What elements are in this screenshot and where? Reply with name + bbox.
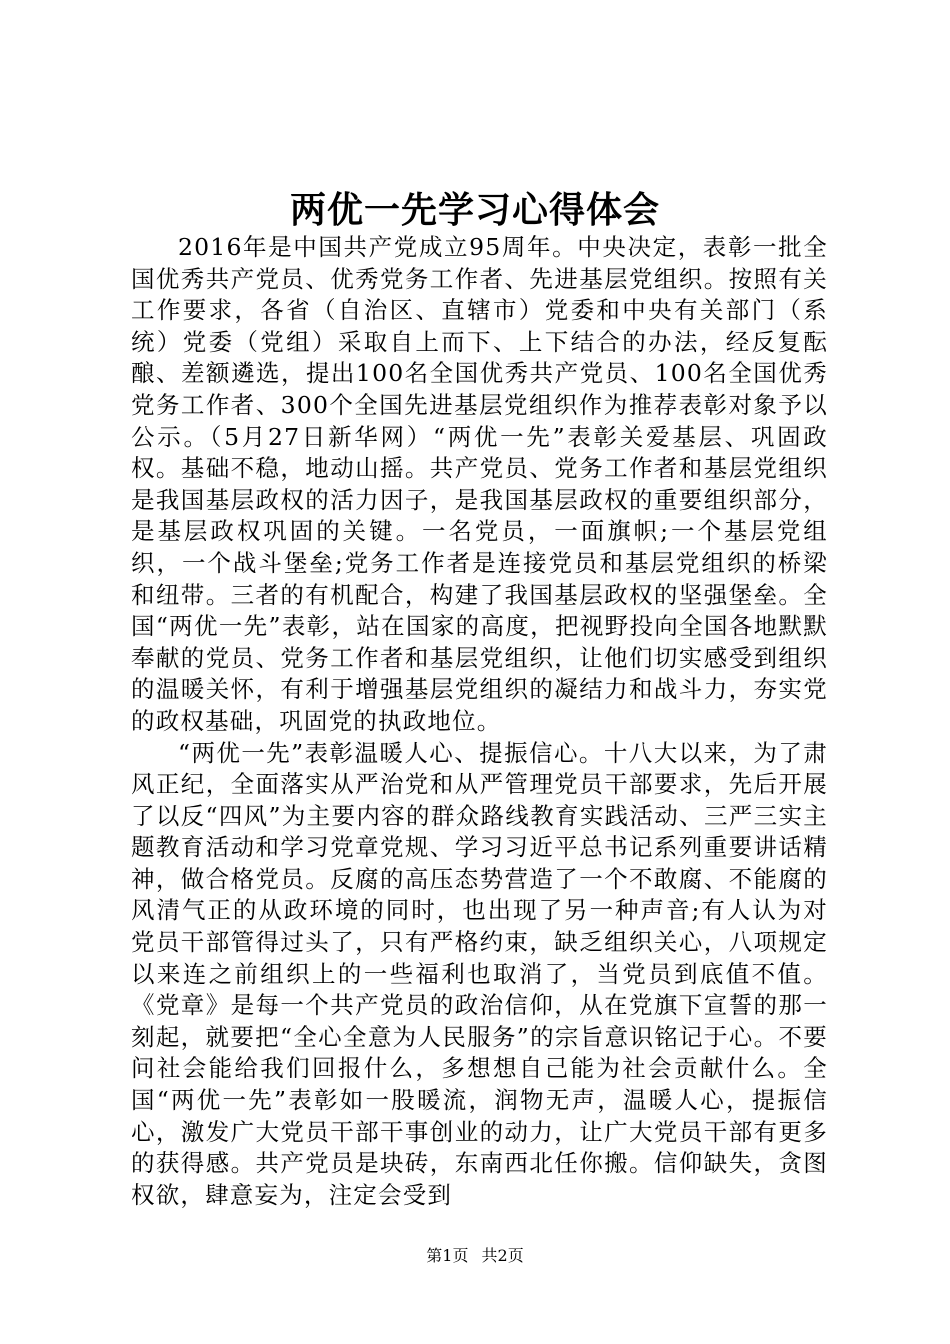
document-title: 两优一先学习心得体会 — [289, 189, 660, 231]
paragraph-1: 2016年是中国共产党成立95周年。中央决定，表彰一批全国优秀共产党员、优秀党务工作者、先进基层党组织。按照有关工作要求，各省（自治区、直辖市）党委和中央有关部门（系统）党委（党组）采取自上而下、上下结合的办法，经反复酝酿、差额遴选，提出100名全国优秀共产党员、100名全国优秀党务工作者、300个全国先进基层党组织作为推荐表彰对象予以公示。（5月27日新华网）“两优一先”表彰关爱基层、巩固政权。基础不稳，地动山摇。共产党员、党务工作者和基层党组织是我国基层政权的活力因子，是我国基层政权的重要组织部分，是基层政权巩固的关键。一名党员，一面旗帜;一个基层党组织，一个战斗堡垒;党务工作者是连接党员和基层党组织的桥梁和纽带。三者的有机配合，构建了我国基层政权的坚强堡垒。全国“两优一先”表彰，站在国家的高度，把视野投向全国各地默默奉献的党员、党务工作者和基层党组织，让他们切实感受到组织的温暖关怀，有利于增强基层党组织的凝结力和战斗力，夯实党的政权基础，巩固党的执政地位。 — [131, 233, 828, 735]
page-number: 第1页 — [426, 1246, 469, 1265]
page-footer — [0, 1245, 950, 1267]
page-total: 共2页 — [481, 1246, 524, 1265]
paragraph-2: “两优一先”表彰温暖人心、提振信心。十八大以来，为了肃风正纪，全面落实从严治党和从严管理党员干部要求，先后开展了以反“四风”为主要内容的群众路线教育实践活动、三严三实主题教育活动和学习党章党规、学习习近平总书记系列重要讲话精神，做合格党员。反腐的高压态势营造了一个不敢腐、不能腐的风清气正的从政环境的同时，也出现了另一种声音;有人认为对党员干部管得过头了，只有严格约束，缺乏组织关心，八项规定以来连之前组织上的一些福利也取消了，当党员到底值不值。《党章》是每一个共产党员的政治信仰，从在党旗下宣誓的那一刻起，就要把“全心全意为人民服务”的宗旨意识铭记于心。不要问社会能给我们回报什么，多想想自己能为社会贡献什么。全国“两优一先”表彰如一股暖流，润物无声，温暖人心，提振信心，激发广大党员干部干事创业的动力，让广大党员干部有更多的获得感。共产党员是块砖，东南西北任你搬。信仰缺失，贪图权欲，肆意妄为，注定会受到 — [131, 738, 828, 1209]
document-body — [131, 232, 828, 1211]
